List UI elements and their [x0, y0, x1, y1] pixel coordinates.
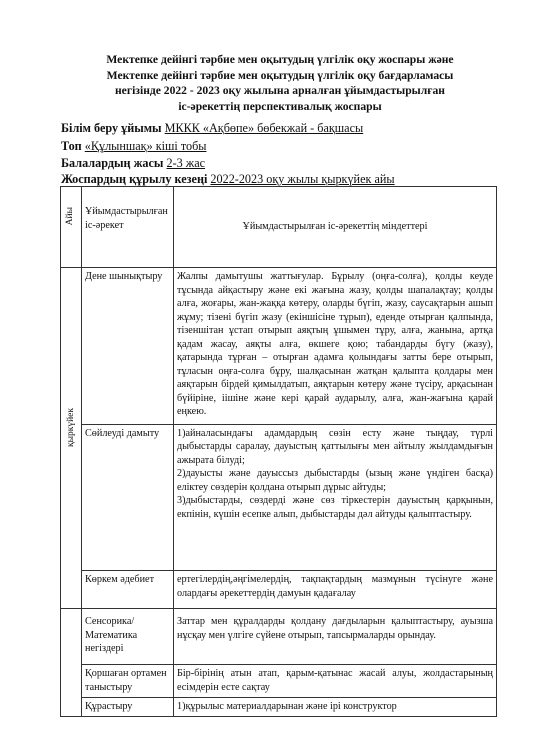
title-line-1: Мектепке дейінгі тәрбие мен оқытудың үлгілік оқу жоспары және: [106, 53, 454, 66]
meta-org: [61, 121, 363, 136]
meta-age-label: Балалардың жасы: [61, 156, 164, 170]
document-title: [60, 52, 500, 114]
month-cell: [61, 268, 82, 609]
meta-period-label: Жоспардың құрылу кезеңі: [61, 172, 208, 186]
row-tasks: Жалпы дамытушы жаттығулар. Бұрылу (оңға-солға), қолды кеуде тұсында айқастыру және екі жағына жазу, қолды шапалақтау; қолды алға, жоғары, жан-жаққа көтеру, оларды бүгіп, жазу, саусақтарын ашып жұму; тізені бүгіп жазу (екіншісіне тұрып), еденде отырған қалпында, тізеншітан ұстап отырып аяқтың ұшымен тұру, алға, жанына, артқа қадам жасау, аяқты алға, өкшеге қою; табандарды бүгу (жазу), қатарында тұрған – отырған адамға қолындағы затты бере отырып, тұласын оңға-солға бұру, шалқасынан жатқан қалыпта қолдары мен аяқтарын бірдей қимылдатып, аяқтарын көтеру және түсіру, арқасынан бүйіріне, іішіне және кері қарай аударылу, алға, жан-жағына қарай еңкею.: [174, 268, 497, 425]
table-row: [61, 571, 497, 609]
month-cell-empty: [61, 609, 82, 717]
meta-group: [61, 139, 207, 154]
task-line: 1)айналасындағы адамдардың сөзін есту және тыңдау, түрлі дыбыстарды саралау, дауыстың қаттылығы мен айтылу жылдамдығын ажырата білуді;: [177, 427, 493, 466]
table-row: [61, 665, 497, 698]
row-activity: Қоршаған ортамен таныстыру: [82, 665, 174, 698]
header-activity: Ұйымдастырылған іс-әрекет: [82, 187, 174, 268]
row-tasks: [174, 424, 497, 570]
table-row: [61, 424, 497, 570]
table-row: [61, 609, 497, 665]
row-activity: Көркем әдебиет: [82, 571, 174, 609]
meta-group-value: «Құлыншақ» кіші тобы: [84, 139, 207, 153]
task-line: 2)дауысты және дауыссыз дыбыстарды (ызың және үндіген басқа) еліктеу сөздерін қолдана отырып дұрыс айтуды;: [177, 468, 493, 493]
meta-group-label: Топ: [61, 139, 82, 153]
meta-age-value: 2-3 жас: [166, 156, 206, 170]
table-row: [61, 268, 497, 425]
task-line: 3)дыбыстарды, сөздерді және сөз тіркестерін дауыстың қарқынын, екпінін, күшін есепке алып, дыбыстарды дәл айтуды қалыптастыру.: [177, 495, 493, 520]
header-month: [61, 187, 82, 268]
row-tasks: Заттар мен құралдарды қолдану дағдыларын қалыптастыру, ауызша нұсқау мен үлгіге сүйене отырып, тапсырмаларды орындау.: [174, 609, 497, 665]
row-activity: Дене шынықтыру: [82, 268, 174, 425]
row-tasks: ертегілердің,әңгімелердің, тақпақтардың мазмұнын түсінуге және олардағы әрекеттердің дамуын қадағалау: [174, 571, 497, 609]
table-header-row: [61, 187, 497, 268]
row-activity: Сенсорика/ Математика негіздері: [82, 609, 174, 665]
title-line-4: іс-әрекеттің перспективалық жоспары: [178, 99, 382, 113]
row-tasks: Бір-бірінің атын атап, қарым-қатынас жасай алуы, жолдастарының есімдерін есте сақтау: [174, 665, 497, 698]
row-activity: Құрастыру: [82, 698, 174, 717]
table-row: [61, 698, 497, 717]
meta-org-label: Білім беру ұйымы: [61, 121, 162, 135]
month-label: қыркүйек: [66, 408, 76, 448]
meta-period: [61, 172, 395, 187]
title-line-3: негізінде 2022 - 2023 оқу жылына арналған ұйымдастырылған: [115, 84, 445, 98]
title-line-2: Мектепке дейінгі тәрбие мен оқытудың үлгілік оқу бағдарламасы: [106, 68, 454, 82]
meta-age: [61, 156, 205, 171]
header-tasks: Ұйымдастырылған іс-әрекеттің міндеттері: [174, 187, 497, 268]
header-month-label: Айы: [65, 207, 76, 226]
plan-table: [60, 186, 497, 717]
meta-period-value: 2022-2023 оқу жылы қыркүйек айы: [210, 172, 395, 186]
meta-org-value: МККК «Ақбөпе» бөбекжай - бақшасы: [164, 121, 364, 135]
row-activity: Сөйлеуді дамыту: [82, 424, 174, 570]
row-tasks: 1)құрылыс материалдарынан және ірі конструктор: [174, 698, 497, 717]
